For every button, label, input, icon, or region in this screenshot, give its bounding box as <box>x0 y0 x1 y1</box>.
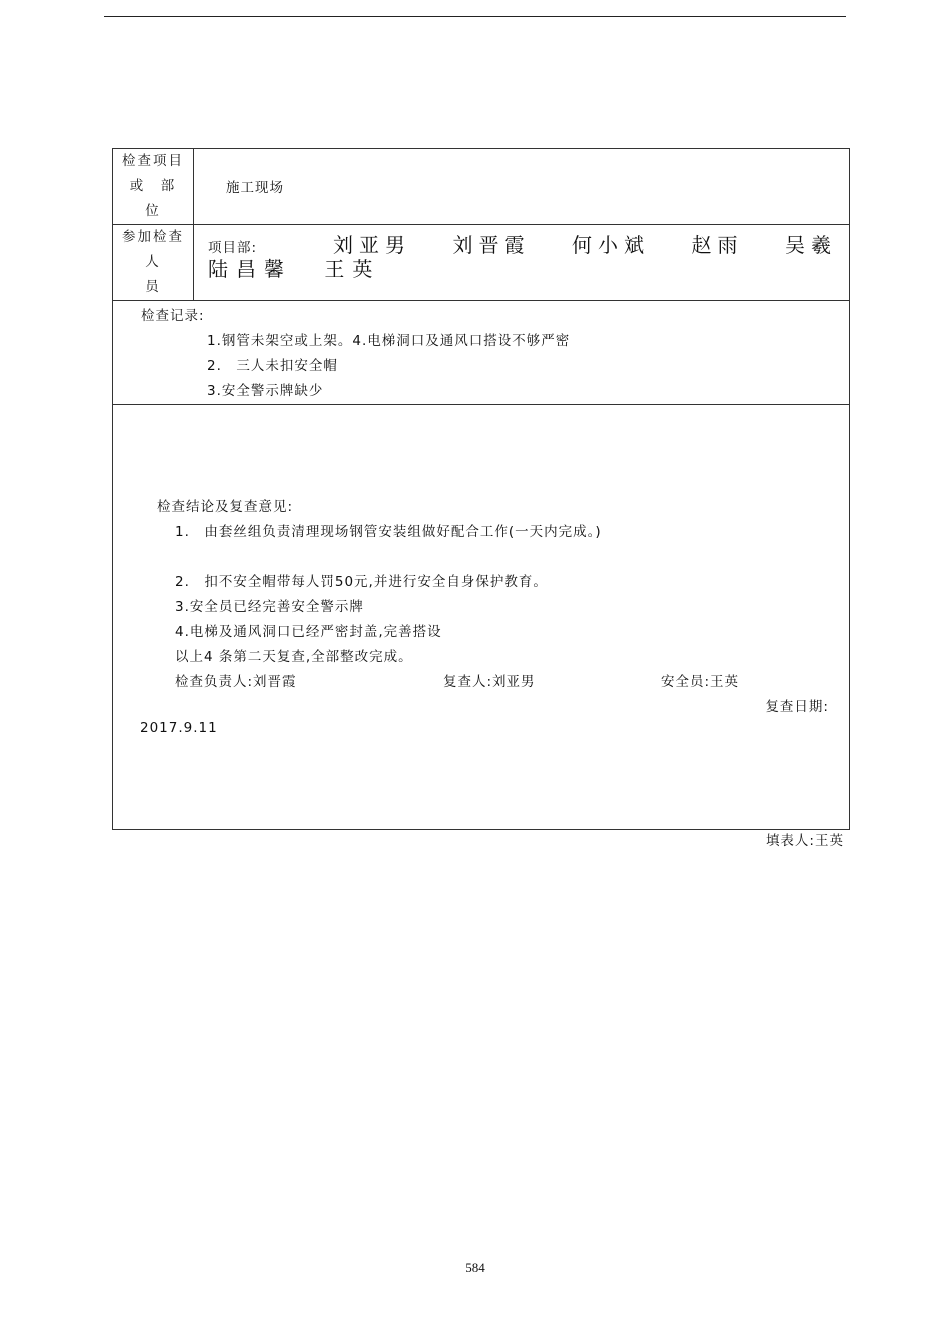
inspector-signature: 检查负责人:刘晋霞 <box>175 674 297 690</box>
review-date-label: 复查日期: <box>765 699 829 715</box>
inspection-record-cell <box>113 301 850 405</box>
row-inspection-record <box>113 301 850 405</box>
inspection-record-item: 3.安全警示牌缺少 <box>207 383 324 399</box>
participant-name: 吴羲 <box>785 233 837 257</box>
project-location-value-cell <box>194 149 850 225</box>
conclusion-title: 检查结论及复查意见: <box>157 499 294 515</box>
participants-dept: 项目部: <box>208 240 258 256</box>
project-location-label: 检查项目 或 部 位 <box>113 149 194 225</box>
participant-name: 刘晋霞 <box>452 233 531 257</box>
conclusion-item: 4.电梯及通风洞口已经严密封盖,完善搭设 <box>175 624 442 640</box>
participant-name: 王英 <box>324 257 381 281</box>
conclusion-item: 2. 扣不安全帽带每人罚50元,并进行安全自身保护教育。 <box>175 574 548 590</box>
conclusion-item: 3.安全员已经完善安全警示牌 <box>175 599 364 615</box>
inspection-record-title: 检查记录: <box>141 308 205 324</box>
row-project-location <box>113 149 850 225</box>
row-conclusion <box>113 405 850 830</box>
participant-name: 陆昌馨 <box>208 257 292 281</box>
participants-names-line1 <box>333 229 837 258</box>
header-rule <box>104 16 846 17</box>
participant-name: 何小斌 <box>572 233 650 257</box>
participants-label: 参加检查 人 员 <box>113 225 194 301</box>
form-filler: 填表人:王英 <box>765 833 844 849</box>
participant-name: 赵雨 <box>691 233 744 257</box>
participant-name: 刘亚男 <box>333 233 411 257</box>
conclusion-item: 以上4 条第二天复查,全部整改完成。 <box>175 649 413 665</box>
safety-officer-signature: 安全员:王英 <box>661 674 740 690</box>
conclusion-item: 1. 由套丝组负责清理现场钢管安装组做好配合工作(一天内完成。) <box>175 524 602 540</box>
row-participants <box>113 225 850 301</box>
inspection-record-item: 2. 三人未扣安全帽 <box>207 358 338 374</box>
page-number: 584 <box>465 1260 485 1275</box>
inspection-record-item: 1.钢管未架空或上架。4.电梯洞口及通风口搭设不够严密 <box>207 333 571 349</box>
conclusion-cell <box>113 405 850 830</box>
participants-value-cell <box>194 225 850 301</box>
review-date: 2017.9.11 <box>140 720 218 736</box>
inspection-form-table <box>112 148 850 830</box>
project-location-value: 施工现场 <box>226 180 284 196</box>
reviewer-signature: 复查人:刘亚男 <box>443 674 536 690</box>
participants-names-line2 <box>208 255 837 283</box>
